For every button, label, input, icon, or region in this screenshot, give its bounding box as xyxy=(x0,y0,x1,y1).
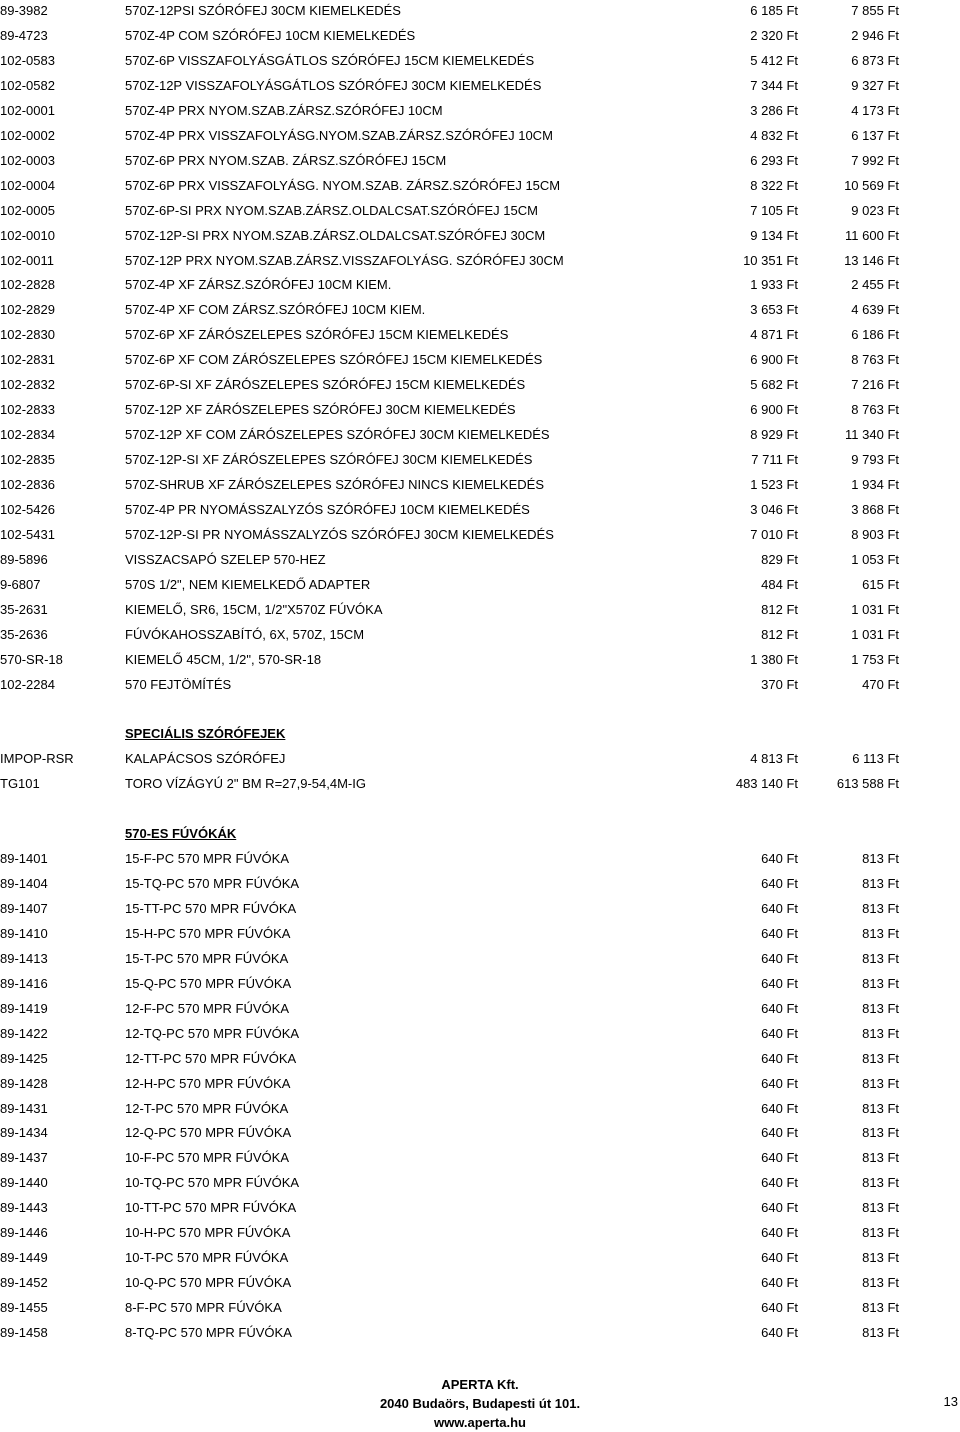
product-description: 570Z-12P-SI PRX NYOM.SZAB.ZÁRSZ.OLDALCSAT.SZÓRÓFEJ 30CM xyxy=(125,228,546,243)
product-description: 570Z-SHRUB XF ZÁRÓSZELEPES SZÓRÓFEJ NINCS KIEMELKEDÉS xyxy=(125,477,544,492)
net-price: 640 Ft xyxy=(761,926,798,941)
net-price: 640 Ft xyxy=(761,1125,798,1140)
gross-price: 11 600 Ft xyxy=(845,228,899,243)
product-code: 102-0003 xyxy=(0,153,55,168)
product-description: 12-Q-PC 570 MPR FÚVÓKA xyxy=(125,1125,292,1140)
table-row xyxy=(0,1270,960,1295)
net-price: 640 Ft xyxy=(761,1275,798,1290)
table-row xyxy=(0,98,960,123)
gross-price: 615 Ft xyxy=(862,577,899,592)
product-code: 89-1446 xyxy=(0,1225,48,1240)
footer xyxy=(0,1375,960,1432)
table-row xyxy=(0,297,960,322)
product-description: 12-H-PC 570 MPR FÚVÓKA xyxy=(125,1076,291,1091)
gross-price: 813 Ft xyxy=(862,1101,899,1116)
table-row xyxy=(0,1021,960,1046)
product-description: KALAPÁCSOS SZÓRÓFEJ xyxy=(125,751,286,766)
gross-price: 813 Ft xyxy=(862,976,899,991)
net-price: 640 Ft xyxy=(761,1175,798,1190)
table-row xyxy=(0,1170,960,1195)
table-row xyxy=(0,896,960,921)
product-description: 570Z-4P PR NYOMÁSSZALYZÓS SZÓRÓFEJ 10CM KIEMELKEDÉS xyxy=(125,502,530,517)
gross-price: 8 903 Ft xyxy=(851,527,899,542)
gross-price: 813 Ft xyxy=(862,1200,899,1215)
product-code: 89-1422 xyxy=(0,1026,48,1041)
product-description: 570Z-6P PRX NYOM.SZAB. ZÁRSZ.SZÓRÓFEJ 15CM xyxy=(125,153,447,168)
company-website: www.aperta.hu xyxy=(434,1415,526,1430)
table-row xyxy=(0,447,960,472)
table-row xyxy=(0,1071,960,1096)
product-description: 8-TQ-PC 570 MPR FÚVÓKA xyxy=(125,1325,292,1340)
table-row xyxy=(0,48,960,73)
product-code: 89-1452 xyxy=(0,1275,48,1290)
gross-price: 3 868 Ft xyxy=(851,502,899,517)
net-price: 7 711 Ft xyxy=(751,452,798,467)
product-code: 102-2830 xyxy=(0,327,55,342)
product-code: 89-1401 xyxy=(0,851,48,866)
product-code: 89-3982 xyxy=(0,3,48,18)
net-price: 640 Ft xyxy=(761,1250,798,1265)
table-row xyxy=(0,622,960,647)
gross-price: 1 934 Ft xyxy=(851,477,899,492)
table-row xyxy=(0,1220,960,1245)
gross-price: 1 053 Ft xyxy=(851,552,899,567)
product-code: 102-5426 xyxy=(0,502,55,517)
table-row xyxy=(0,1295,960,1320)
table-row xyxy=(0,871,960,896)
gross-price: 7 855 Ft xyxy=(851,3,899,18)
net-price: 4 813 Ft xyxy=(750,751,798,766)
company-address: 2040 Budaörs, Budapesti út 101. xyxy=(379,1396,581,1411)
product-code: 89-1431 xyxy=(0,1101,48,1116)
special-heading: SPECIÁLIS SZÓRÓFEJEK xyxy=(125,726,286,741)
net-price: 5 412 Ft xyxy=(750,53,798,68)
table-row xyxy=(0,148,960,173)
table-row xyxy=(0,746,960,771)
product-description: 10-F-PC 570 MPR FÚVÓKA xyxy=(125,1150,289,1165)
table-row xyxy=(0,1046,960,1071)
net-price: 10 351 Ft xyxy=(743,253,798,268)
product-description: 12-TQ-PC 570 MPR FÚVÓKA xyxy=(125,1026,300,1041)
gross-price: 813 Ft xyxy=(862,1026,899,1041)
net-price: 370 Ft xyxy=(761,677,798,692)
product-code: 102-2834 xyxy=(0,427,55,442)
gross-price: 6 137 Ft xyxy=(851,128,899,143)
gross-price: 813 Ft xyxy=(862,926,899,941)
gross-price: 813 Ft xyxy=(862,1001,899,1016)
table-row xyxy=(0,672,960,697)
gross-price: 813 Ft xyxy=(862,1275,899,1290)
gross-price: 13 146 Ft xyxy=(844,253,899,268)
table-row xyxy=(0,1145,960,1170)
product-description: VISSZACSAPÓ SZELEP 570-HEZ xyxy=(125,552,326,567)
product-description: 570Z-12P PRX NYOM.SZAB.ZÁRSZ.VISSZAFOLYÁSG. SZÓRÓFEJ 30CM xyxy=(125,253,564,268)
product-code: 102-2836 xyxy=(0,477,55,492)
gross-price: 813 Ft xyxy=(862,1225,899,1240)
product-description: 10-T-PC 570 MPR FÚVÓKA xyxy=(125,1250,289,1265)
product-code: 102-5431 xyxy=(0,527,55,542)
gross-price: 6 113 Ft xyxy=(852,751,899,766)
table-row xyxy=(0,946,960,971)
net-price: 640 Ft xyxy=(761,1001,798,1016)
product-code: 102-0004 xyxy=(0,178,55,193)
gross-price: 813 Ft xyxy=(862,876,899,891)
product-description: 570Z-12P XF COM ZÁRÓSZELEPES SZÓRÓFEJ 30CM KIEMELKEDÉS xyxy=(125,427,550,442)
gross-price: 9 793 Ft xyxy=(851,452,899,467)
net-price: 3 286 Ft xyxy=(750,103,798,118)
gross-price: 7 992 Ft xyxy=(851,153,899,168)
gross-price: 4 639 Ft xyxy=(851,302,899,317)
product-code: TG101 xyxy=(0,776,40,791)
net-price: 812 Ft xyxy=(761,602,798,617)
gross-price: 4 173 Ft xyxy=(851,103,899,118)
gross-price: 6 186 Ft xyxy=(851,327,899,342)
product-code: 102-2828 xyxy=(0,277,55,292)
product-description: 570Z-6P XF COM ZÁRÓSZELEPES SZÓRÓFEJ 15CM KIEMELKEDÉS xyxy=(125,352,543,367)
product-code: 102-2833 xyxy=(0,402,55,417)
net-price: 6 293 Ft xyxy=(750,153,798,168)
table-row xyxy=(0,272,960,297)
product-code: 89-1434 xyxy=(0,1125,48,1140)
product-code: 89-5896 xyxy=(0,552,48,567)
product-code: 9-6807 xyxy=(0,577,41,592)
gross-price: 813 Ft xyxy=(862,901,899,916)
net-price: 640 Ft xyxy=(761,1076,798,1091)
net-price: 3 046 Ft xyxy=(750,502,798,517)
net-price: 8 929 Ft xyxy=(750,427,798,442)
table-row xyxy=(0,198,960,223)
table-row xyxy=(0,1245,960,1270)
product-code: 102-2831 xyxy=(0,352,55,367)
gross-price: 1 031 Ft xyxy=(851,627,899,642)
table-row xyxy=(0,1195,960,1220)
gross-price: 11 340 Ft xyxy=(845,427,899,442)
product-description: 15-F-PC 570 MPR FÚVÓKA xyxy=(125,851,289,866)
net-price: 6 185 Ft xyxy=(750,3,798,18)
page-number: 13 xyxy=(943,1394,958,1409)
table-row xyxy=(0,372,960,397)
gross-price: 1 031 Ft xyxy=(851,602,899,617)
gross-price: 8 763 Ft xyxy=(851,352,899,367)
product-code: 89-1458 xyxy=(0,1325,48,1340)
product-description: 570Z-4P XF COM ZÁRSZ.SZÓRÓFEJ 10CM KIEM. xyxy=(125,302,426,317)
product-description: 8-F-PC 570 MPR FÚVÓKA xyxy=(125,1300,282,1315)
gross-price: 2 455 Ft xyxy=(851,277,899,292)
product-description: KIEMELŐ 45CM, 1/2", 570-SR-18 xyxy=(125,652,322,667)
gross-price: 813 Ft xyxy=(862,1150,899,1165)
net-price: 4 832 Ft xyxy=(750,128,798,143)
product-description: 570Z-4P XF ZÁRSZ.SZÓRÓFEJ 10CM KIEM. xyxy=(125,277,392,292)
product-description: KIEMELŐ, SR6, 15CM, 1/2"X570Z FÚVÓKA xyxy=(125,602,383,617)
gross-price: 813 Ft xyxy=(862,1076,899,1091)
net-price: 640 Ft xyxy=(761,1101,798,1116)
table-row xyxy=(0,223,960,248)
product-description: 15-H-PC 570 MPR FÚVÓKA xyxy=(125,926,291,941)
gross-price: 9 023 Ft xyxy=(851,203,899,218)
net-price: 640 Ft xyxy=(761,1300,798,1315)
product-code: 89-1455 xyxy=(0,1300,48,1315)
product-code: 89-1407 xyxy=(0,901,48,916)
product-description: FÚVÓKAHOSSZABÍTÓ, 6X, 570Z, 15CM xyxy=(125,627,365,642)
net-price: 484 Ft xyxy=(761,577,798,592)
net-price: 640 Ft xyxy=(761,851,798,866)
net-price: 1 523 Ft xyxy=(750,477,798,492)
net-price: 640 Ft xyxy=(761,1026,798,1041)
gross-price: 8 763 Ft xyxy=(851,402,899,417)
product-description: 570Z-4P PRX VISSZAFOLYÁSG.NYOM.SZAB.ZÁRSZ.SZÓRÓFEJ 10CM xyxy=(125,128,553,143)
product-description: 570Z-6P XF ZÁRÓSZELEPES SZÓRÓFEJ 15CM KIEMELKEDÉS xyxy=(125,327,509,342)
table-row xyxy=(0,422,960,447)
product-description: 10-H-PC 570 MPR FÚVÓKA xyxy=(125,1225,291,1240)
table-row xyxy=(0,322,960,347)
product-code: 102-0010 xyxy=(0,228,55,243)
gross-price: 813 Ft xyxy=(862,1051,899,1066)
gross-price: 813 Ft xyxy=(862,951,899,966)
product-code: 35-2631 xyxy=(0,602,48,617)
table-row xyxy=(0,996,960,1021)
table-row xyxy=(0,1320,960,1345)
company-name: APERTA Kft. xyxy=(441,1377,519,1392)
product-code: 89-1413 xyxy=(0,951,48,966)
net-price: 640 Ft xyxy=(761,1150,798,1165)
net-price: 1 380 Ft xyxy=(750,652,798,667)
product-code: 89-1449 xyxy=(0,1250,48,1265)
product-description: 570Z-6P PRX VISSZAFOLYÁSG. NYOM.SZAB. ZÁRSZ.SZÓRÓFEJ 15CM xyxy=(125,178,561,193)
net-price: 1 933 Ft xyxy=(750,277,798,292)
net-price: 640 Ft xyxy=(761,876,798,891)
gross-price: 10 569 Ft xyxy=(844,178,899,193)
gross-price: 613 588 Ft xyxy=(836,776,899,791)
net-price: 7 344 Ft xyxy=(750,78,798,93)
net-price: 6 900 Ft xyxy=(750,402,798,417)
product-code: 102-0583 xyxy=(0,53,55,68)
gross-price: 6 873 Ft xyxy=(851,53,899,68)
product-description: 12-TT-PC 570 MPR FÚVÓKA xyxy=(125,1051,297,1066)
product-description: 10-TQ-PC 570 MPR FÚVÓKA xyxy=(125,1175,300,1190)
product-code: 89-1443 xyxy=(0,1200,48,1215)
net-price: 640 Ft xyxy=(761,1325,798,1340)
net-price: 640 Ft xyxy=(761,1200,798,1215)
gross-price: 2 946 Ft xyxy=(851,28,899,43)
table-row xyxy=(0,73,960,98)
product-description: 10-TT-PC 570 MPR FÚVÓKA xyxy=(125,1200,297,1215)
table-row xyxy=(0,347,960,372)
net-price: 483 140 Ft xyxy=(735,776,798,791)
table-row xyxy=(0,572,960,597)
gross-price: 813 Ft xyxy=(862,1250,899,1265)
product-description: TORO VÍZÁGYÚ 2" BM R=27,9-54,4M-IG xyxy=(125,776,366,791)
table-row xyxy=(0,647,960,672)
table-row xyxy=(0,1096,960,1121)
product-code: 89-1410 xyxy=(0,926,48,941)
table-row xyxy=(0,173,960,198)
gross-price: 1 753 Ft xyxy=(851,652,899,667)
net-price: 4 871 Ft xyxy=(750,327,798,342)
product-description: 10-Q-PC 570 MPR FÚVÓKA xyxy=(125,1275,292,1290)
table-row xyxy=(0,522,960,547)
net-price: 640 Ft xyxy=(761,1051,798,1066)
table-row xyxy=(0,497,960,522)
gross-price: 813 Ft xyxy=(862,1300,899,1315)
product-description: 15-T-PC 570 MPR FÚVÓKA xyxy=(125,951,289,966)
product-description: 570Z-4P COM SZÓRÓFEJ 10CM KIEMELKEDÉS xyxy=(125,28,416,43)
product-description: 570Z-12P VISSZAFOLYÁSGÁTLOS SZÓRÓFEJ 30CM KIEMELKEDÉS xyxy=(125,78,542,93)
product-description: 570Z-12P XF ZÁRÓSZELEPES SZÓRÓFEJ 30CM KIEMELKEDÉS xyxy=(125,402,516,417)
product-code: 102-2835 xyxy=(0,452,55,467)
nozzles-heading: 570-ES FÚVÓKÁK xyxy=(125,826,237,841)
product-code: 89-4723 xyxy=(0,28,48,43)
gross-price: 813 Ft xyxy=(862,851,899,866)
net-price: 829 Ft xyxy=(761,552,798,567)
table-row xyxy=(0,472,960,497)
gross-price: 813 Ft xyxy=(862,1175,899,1190)
product-code: 102-0002 xyxy=(0,128,55,143)
net-price: 640 Ft xyxy=(761,976,798,991)
net-price: 640 Ft xyxy=(761,951,798,966)
product-code: 570-SR-18 xyxy=(0,652,63,667)
net-price: 640 Ft xyxy=(761,901,798,916)
product-code: 89-1425 xyxy=(0,1051,48,1066)
product-description: 15-Q-PC 570 MPR FÚVÓKA xyxy=(125,976,292,991)
product-code: 89-1419 xyxy=(0,1001,48,1016)
product-code: 89-1416 xyxy=(0,976,48,991)
net-price: 7 010 Ft xyxy=(750,527,798,542)
table-row xyxy=(0,0,960,23)
table-row xyxy=(0,547,960,572)
table-row xyxy=(0,846,960,871)
product-description: 12-F-PC 570 MPR FÚVÓKA xyxy=(125,1001,289,1016)
gross-price: 9 327 Ft xyxy=(851,78,899,93)
net-price: 9 134 Ft xyxy=(750,228,798,243)
gross-price: 470 Ft xyxy=(862,677,899,692)
product-description: 570S 1/2", NEM KIEMELKEDŐ ADAPTER xyxy=(125,577,371,592)
product-code: IMPOP-RSR xyxy=(0,751,74,766)
table-row xyxy=(0,1120,960,1145)
table-row xyxy=(0,597,960,622)
product-code: 89-1437 xyxy=(0,1150,48,1165)
product-code: 89-1440 xyxy=(0,1175,48,1190)
product-description: 570Z-12P-SI PR NYOMÁSSZALYZÓS SZÓRÓFEJ 30CM KIEMELKEDÉS xyxy=(125,527,554,542)
product-code: 89-1404 xyxy=(0,876,48,891)
net-price: 7 105 Ft xyxy=(750,203,798,218)
product-code: 102-0011 xyxy=(0,253,54,268)
product-description: 570Z-6P-SI PRX NYOM.SZAB.ZÁRSZ.OLDALCSAT.SZÓRÓFEJ 15CM xyxy=(125,203,538,218)
product-description: 570Z-12PSI SZÓRÓFEJ 30CM KIEMELKEDÉS xyxy=(125,3,401,18)
product-description: 12-T-PC 570 MPR FÚVÓKA xyxy=(125,1101,289,1116)
net-price: 812 Ft xyxy=(761,627,798,642)
net-price: 5 682 Ft xyxy=(750,377,798,392)
product-code: 102-2829 xyxy=(0,302,55,317)
gross-price: 813 Ft xyxy=(862,1125,899,1140)
product-description: 570Z-6P-SI XF ZÁRÓSZELEPES SZÓRÓFEJ 15CM KIEMELKEDÉS xyxy=(125,377,526,392)
product-code: 89-1428 xyxy=(0,1076,48,1091)
table-row xyxy=(0,971,960,996)
product-description: 570Z-6P VISSZAFOLYÁSGÁTLOS SZÓRÓFEJ 15CM KIEMELKEDÉS xyxy=(125,53,535,68)
product-code: 102-2832 xyxy=(0,377,55,392)
net-price: 6 900 Ft xyxy=(750,352,798,367)
table-row xyxy=(0,397,960,422)
product-code: 102-0582 xyxy=(0,78,55,93)
net-price: 8 322 Ft xyxy=(750,178,798,193)
table-row xyxy=(0,23,960,48)
gross-price: 813 Ft xyxy=(862,1325,899,1340)
product-description: 570Z-12P-SI XF ZÁRÓSZELEPES SZÓRÓFEJ 30CM KIEMELKEDÉS xyxy=(125,452,533,467)
net-price: 640 Ft xyxy=(761,1225,798,1240)
gross-price: 7 216 Ft xyxy=(851,377,899,392)
table-row xyxy=(0,248,960,273)
product-code: 102-0001 xyxy=(0,103,55,118)
product-description: 570Z-4P PRX NYOM.SZAB.ZÁRSZ.SZÓRÓFEJ 10CM xyxy=(125,103,443,118)
product-code: 102-2284 xyxy=(0,677,55,692)
net-price: 3 653 Ft xyxy=(750,302,798,317)
product-description: 15-TQ-PC 570 MPR FÚVÓKA xyxy=(125,876,300,891)
table-row xyxy=(0,771,960,796)
product-code: 35-2636 xyxy=(0,627,48,642)
table-row xyxy=(0,123,960,148)
product-description: 15-TT-PC 570 MPR FÚVÓKA xyxy=(125,901,297,916)
table-row xyxy=(0,921,960,946)
net-price: 2 320 Ft xyxy=(750,28,798,43)
product-description: 570 FEJTÖMÍTÉS xyxy=(125,677,232,692)
product-code: 102-0005 xyxy=(0,203,55,218)
